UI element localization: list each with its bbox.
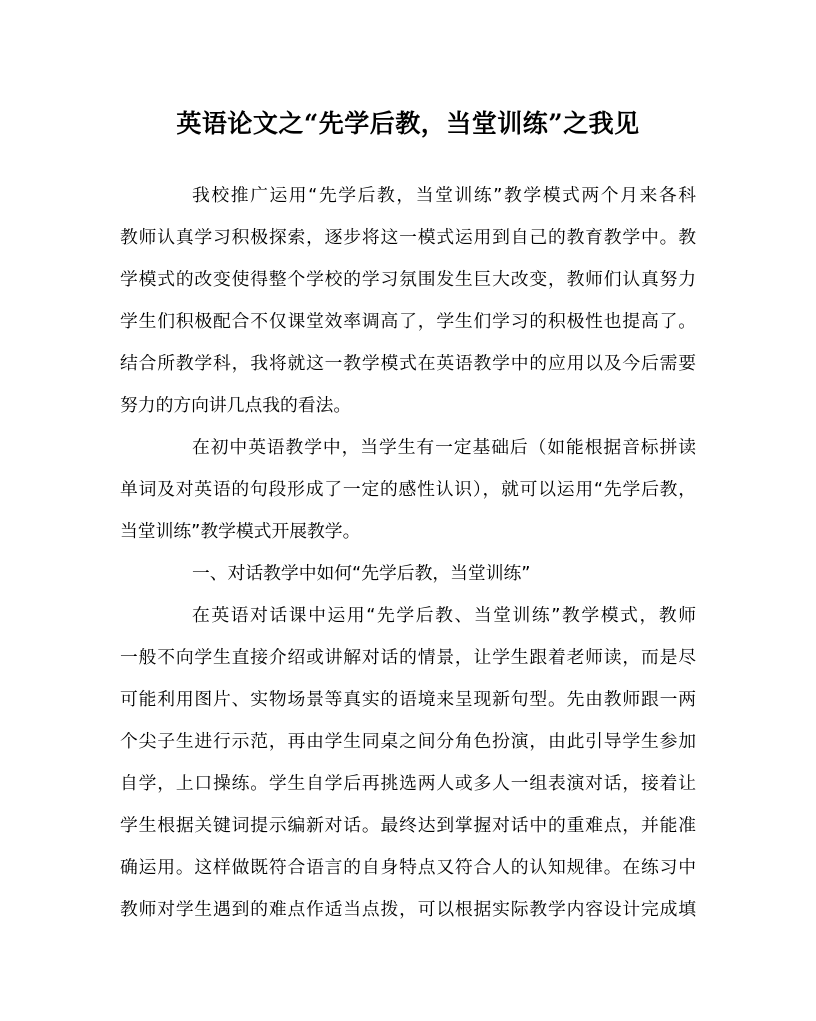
paragraph-3-line-8: 教师对学生遇到的难点作适当点拨，可以根据实际教学内容设计完成填 — [120, 899, 696, 920]
paragraph-3-line-6: 学生根据关键词提示编新对话。最终达到掌握对话中的重难点，并能准 — [120, 815, 696, 836]
paragraph-2-line-1: 在初中英语教学中，当学生有一定基础后（如能根据音标拼读 — [192, 437, 696, 458]
paragraph-2-line-2: 单词及对英语的句段形成了一定的感性认识），就可以运用“先学后教， — [120, 479, 696, 500]
section-heading-1: 一、对话教学中如何“先学后教，当堂训练” — [192, 563, 531, 584]
paragraph-1-line-2: 教师认真学习积极探索，逐步将这一模式运用到自己的教育教学中。教 — [120, 227, 696, 248]
document-title: 英语论文之“先学后教，当堂训练”之我见 — [176, 109, 640, 138]
paragraph-1-line-6: 努力的方向讲几点我的看法。 — [120, 395, 352, 416]
paragraph-1-line-3: 学模式的改变使得整个学校的学习氛围发生巨大改变，教师们认真努力 — [120, 269, 696, 290]
paragraph-1-line-1: 我校推广运用“先学后教，当堂训练”教学模式两个月来各科 — [192, 185, 696, 206]
paragraph-3-line-3: 可能利用图片、实物场景等真实的语境来呈现新句型。先由教师跟一两 — [120, 689, 696, 710]
paragraph-3-line-2: 一般不向学生直接介绍或讲解对话的情景，让学生跟着老师读，而是尽 — [120, 647, 696, 668]
paragraph-1-line-4: 学生们积极配合不仅课堂效率调高了，学生们学习的积极性也提高了。 — [120, 311, 696, 332]
paragraph-2-line-3: 当堂训练”教学模式开展教学。 — [120, 521, 361, 542]
paragraph-3-line-5: 自学，上口操练。学生自学后再挑选两人或多人一组表演对话，接着让 — [120, 773, 696, 794]
paragraph-1-line-5: 结合所教学科，我将就这一教学模式在英语教学中的应用以及今后需要 — [120, 353, 696, 374]
paragraph-3-line-1: 在英语对话课中运用“先学后教、当堂训练”教学模式，教师 — [192, 605, 696, 626]
paragraph-3-line-7: 确运用。这样做既符合语言的自身特点又符合人的认知规律。在练习中 — [120, 857, 696, 878]
paragraph-3-line-4: 个尖子生进行示范，再由学生同桌之间分角色扮演，由此引导学生参加 — [120, 731, 696, 752]
